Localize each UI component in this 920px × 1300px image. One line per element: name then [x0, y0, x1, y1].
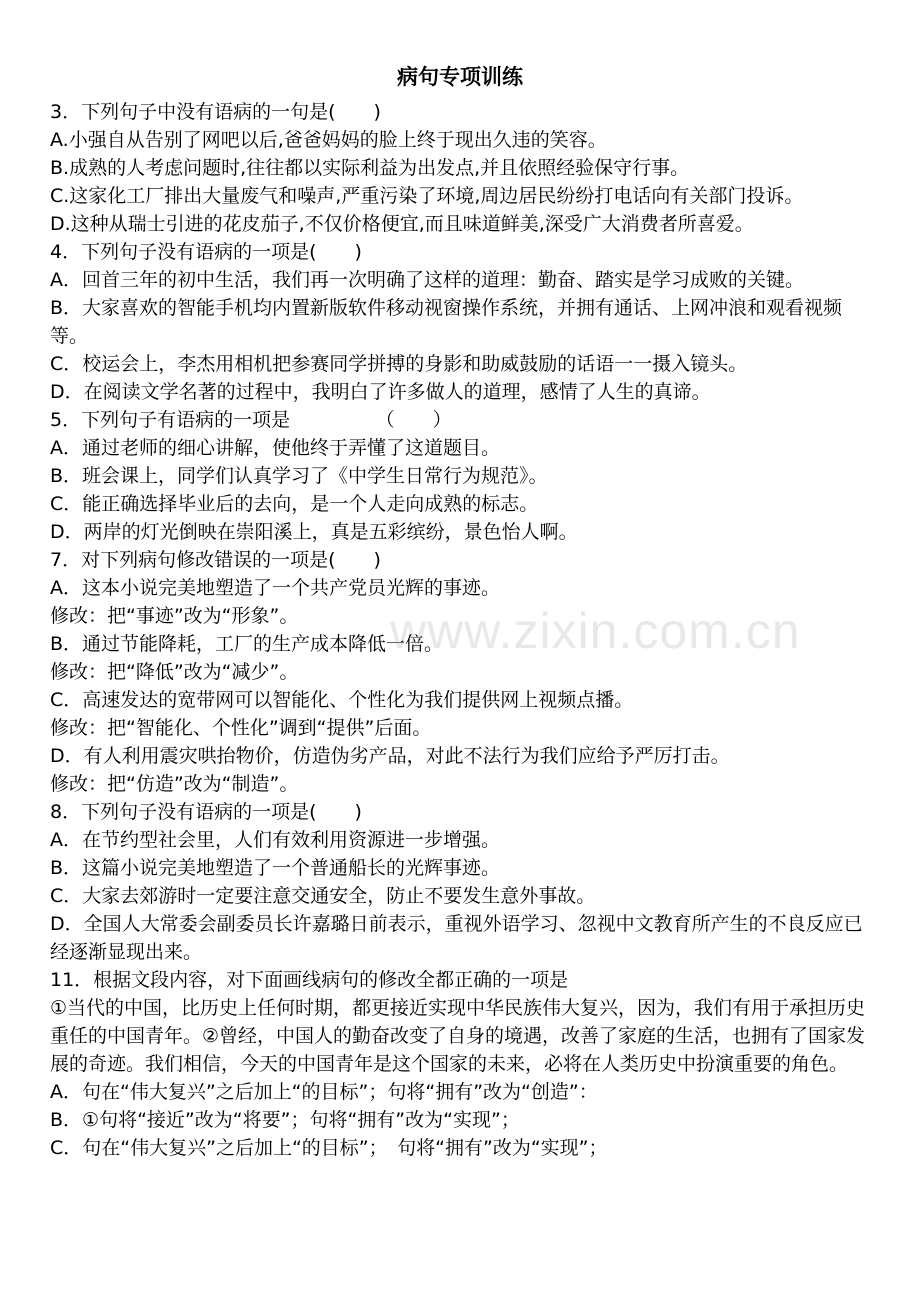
text-line: ①当代的中国，比历史上任何时期，都更接近实现中华民族伟大复兴，因为，我们有用于承担历史重任的中国青年。②曾经，中国人的勤奋改变了自身的境遇，改善了家庭的生活，也拥有了国家发展的奇迹。我们相信，今天的中国青年是这个国家的未来，必将在人类历史中扮演重要的角色。: [50, 997, 866, 1075]
text-line: 4．下列句子没有语病的一项是( ): [50, 241, 362, 263]
text-line: A.小强自从告别了网吧以后,爸爸妈妈的脸上终于现出久违的笑容。: [50, 129, 607, 151]
text-line: B．大家喜欢的智能手机均内置新版软件移动视窗操作系统，并拥有通话、上网冲浪和观看视频等。: [50, 297, 843, 347]
text-line: C．高速发达的宽带网可以智能化、个性化为我们提供网上视频点播。: [50, 689, 634, 711]
text-line: C．校运会上，李杰用相机把参赛同学拼搏的身影和助威鼓励的话语一一摄入镜头。: [50, 353, 748, 375]
text-line: 5．下列句子有语病的一项是 （ ）: [50, 409, 452, 431]
text-line: 修改：把“仿造”改为“制造”。: [50, 773, 299, 795]
text-line: C．能正确选择毕业后的去向，是一个人走向成熟的标志。: [50, 493, 539, 515]
text-line: D．全国人大常委会副委员长许嘉璐日前表示，重视外语学习、忽视中文教育所产生的不良反应已经逐渐显现出来。: [50, 913, 863, 963]
watermark: www.zixin.com.cn: [390, 603, 801, 659]
text-line: 11．根据文段内容，对下面画线病句的修改全都正确的一项是: [50, 969, 569, 991]
text-line: B．班会课上，同学们认真学习了《中学生日常行为规范》。: [50, 465, 548, 487]
text-line: D．两岸的灯光倒映在崇阳溪上，真是五彩缤纷，景色怡人啊。: [50, 521, 578, 543]
text-line: A．这本小说完美地塑造了一个共产党员光辉的事迹。: [50, 577, 500, 599]
text-line: C．句在“伟大复兴”之后加上“的目标”； 句将“拥有”改为“实现”；: [50, 1137, 608, 1159]
text-line: 3．下列句子中没有语病的一句是( ): [50, 101, 381, 123]
text-line: 修改：把“事迹”改为“形象”。: [50, 605, 299, 627]
text-line: B．通过节能降耗，工厂的生产成本降低一倍。: [50, 633, 444, 655]
text-line: C.这家化工厂排出大量废气和噪声,严重污染了环境,周边居民纷纷打电话向有关部门投诉。: [50, 185, 804, 207]
text-line: 修改：把“降低”改为“减少”。: [50, 661, 299, 683]
text-line: B．①句将“接近”改为“将要”；句将“拥有”改为“实现”；: [50, 1109, 520, 1131]
text-line: 7．对下列病句修改错误的一项是( ): [50, 549, 381, 571]
text-line: D.这种从瑞士引进的花皮茄子,不仅价格便宜,而且味道鲜美,深受广大消费者所喜爱。: [50, 213, 754, 235]
text-line: 修改：把“智能化、个性化”调到“提供”后面。: [50, 717, 432, 739]
text-line: C．大家去郊游时一定要注意交通安全，防止不要发生意外事故。: [50, 885, 596, 907]
text-line: D．在阅读文学名著的过程中，我明白了许多做人的道理，感情了人生的真谛。: [50, 381, 711, 403]
text-line: A．句在“伟大复兴”之后加上“的目标”；句将“拥有”改为“创造”：: [50, 1081, 598, 1103]
text-line: A．回首三年的初中生活，我们再一次明确了这样的道理：勤奋、踏实是学习成败的关键。: [50, 269, 804, 291]
text-line: B．这篇小说完美地塑造了一个普通船长的光辉事迹。: [50, 857, 501, 879]
text-line: A．在节约型社会里，人们有效利用资源进一步增强。: [50, 829, 500, 851]
text-line: B.成熟的人考虑问题时,往往都以实际利益为出发点,并且依照经验保守行事。: [50, 157, 690, 179]
text-line: D．有人利用震灾哄抬物价，仿造伪劣产品，对此不法行为我们应给予严厉打击。: [50, 745, 730, 767]
text-line: 8．下列句子没有语病的一项是( ): [50, 801, 362, 823]
document-title: 病句专项训练: [397, 65, 523, 89]
text-line: A．通过老师的细心讲解，使他终于弄懂了这道题目。: [50, 437, 500, 459]
